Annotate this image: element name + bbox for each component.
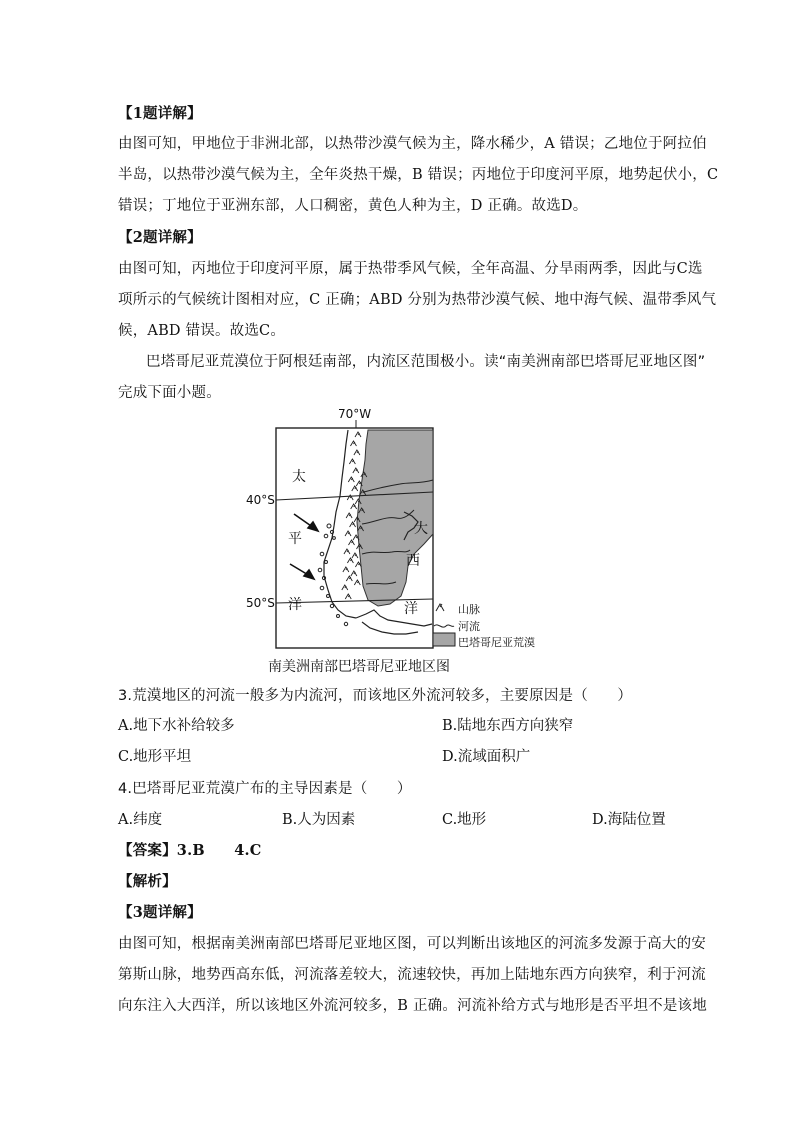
q3-option-a: A.地下水补给较多 [118, 718, 235, 734]
q1-text-line: 由图可知，甲地位于非洲北部，以热带沙漠气候为主，降水稀少，A 错误；乙地位于阿拉伯 [118, 136, 707, 152]
q1-text-line: 错误；丁地位于亚洲东部，人口稠密，黄色人种为主，D 正确。故选D。 [118, 198, 588, 214]
pacific-label-char: 平 [288, 531, 302, 547]
q1-heading: 【1题详解】 [118, 105, 202, 122]
latitude-label-40s: 40°S [246, 493, 275, 507]
q3-text-line: 第斯山脉，地势西高东低，河流落差较大，流速较快，再加上陆地东西方向狭窄，利于河流 [118, 967, 706, 983]
intro-text-line: 巴塔哥尼亚荒漠位于阿根廷南部，内流区范围极小。读“南美洲南部巴塔哥尼亚地区图” [146, 354, 706, 370]
q2-text-line: 由图可知，丙地位于印度河平原，属于热带季风气候，全年高温、分旱雨两季，因此与C选 [118, 261, 703, 277]
q4-option-a: A.纬度 [118, 812, 163, 828]
longitude-label: 70°W [338, 407, 372, 421]
q3-option-c: C.地形平坦 [118, 749, 192, 765]
atlantic-label-char: 洋 [404, 601, 418, 617]
q4-option-c: C.地形 [442, 812, 487, 828]
legend-symbols [434, 604, 454, 627]
atlantic-label-char: 大 [414, 521, 428, 537]
q1-text-line: 半岛，以热带沙漠气候为主，全年炎热干燥，B 错误；丙地位于印度河平原，地势起伏小，C [118, 167, 719, 183]
q3-text-line: 向东注入大西洋，所以该地区外流河较多，B 正确。河流补给方式与地形是否平坦不是该地 [118, 998, 707, 1014]
patagonia-map [228, 404, 558, 682]
intro-text-line: 完成下面小题。 [118, 385, 221, 401]
legend-mountain-label: 山脉 [458, 603, 480, 616]
legend-river-label: 河流 [458, 620, 480, 633]
pacific-label-char: 洋 [288, 597, 302, 613]
analysis-heading: 【解析】 [118, 873, 177, 890]
q4-stem: 4.巴塔哥尼亚荒漠广布的主导因素是（ ） [118, 781, 412, 797]
q2-text-line: 项所示的气候统计图相对应，C 正确；ABD 分别为热带沙漠气候、地中海气候、温带季风气 [118, 292, 717, 308]
pacific-label-char: 太 [292, 469, 306, 485]
q3-stem: 3.荒漠地区的河流一般多为内流河，而该地区外流河较多，主要原因是（ ） [118, 688, 633, 704]
map-caption: 南美洲南部巴塔哥尼亚地区图 [268, 659, 450, 675]
q3-text-line: 由图可知，根据南美洲南部巴塔哥尼亚地区图，可以判断出该地区的河流多发源于高大的安 [118, 936, 706, 952]
q3-heading: 【3题详解】 [118, 904, 202, 921]
q2-heading: 【2题详解】 [118, 229, 202, 246]
atlantic-label-char: 西 [406, 553, 420, 569]
legend-desert-label: 巴塔哥尼亚荒漠 [458, 636, 535, 649]
q2-text-line: 候，ABD 错误。故选C。 [118, 323, 286, 339]
legend-desert-swatch [433, 633, 455, 646]
q4-option-b: B.人为因素 [282, 812, 356, 828]
latitude-label-50s: 50°S [246, 596, 275, 610]
q3-option-b: B.陆地东西方向狭窄 [442, 718, 574, 734]
q4-option-d: D.海陆位置 [592, 812, 666, 828]
q3-option-d: D.流域面积广 [442, 749, 531, 765]
answer-line: 【答案】3.B 4.C [118, 842, 262, 859]
